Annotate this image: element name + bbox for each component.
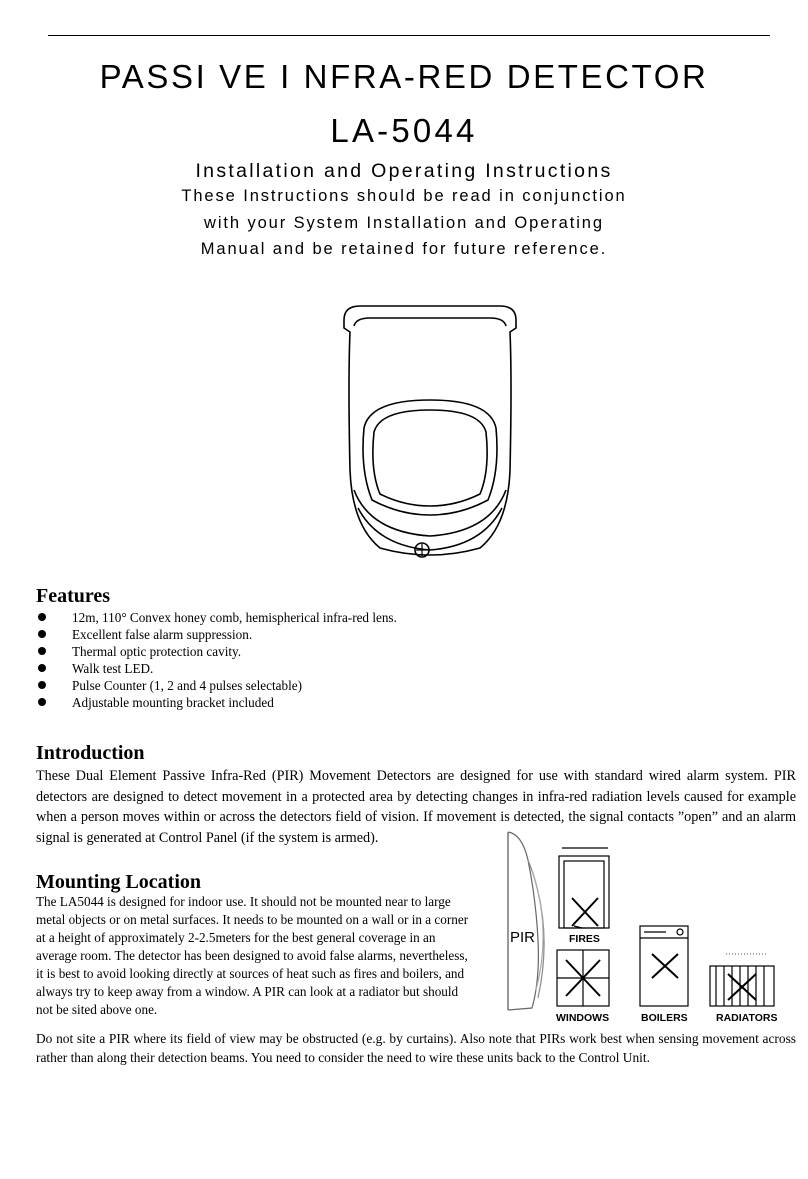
bullet-icon: [38, 681, 46, 689]
fires-label: FIRES: [569, 933, 600, 945]
list-item: Pulse Counter (1, 2 and 4 pulses selectable): [36, 677, 397, 694]
window-icon: [557, 950, 609, 1006]
windows-label: WINDOWS: [556, 1012, 610, 1024]
list-item: Excellent false alarm suppression.: [36, 626, 397, 643]
mounting-location-text: The LA5044 is designed for indoor use. It should not be mounted near to large metal objects or on metal surfaces. It needs to be mounted on a wall or in a corner at a height of approximately 2-2.5meters for the best general coverage in an average room. The detector has been designed to avoid false alarms, nevertheless, it is best to avoid looking directly at sources of heat such as fires and boilers, and always try to keep away from a window. A PIR can look at a radiator but should not be sited above one.: [36, 894, 469, 1017]
list-item: Adjustable mounting bracket included: [36, 694, 397, 711]
instruction-note-line-2: with your System Installation and Operating: [204, 214, 604, 232]
mounting-diagram: [502, 830, 792, 1025]
boiler-icon: [640, 926, 688, 1006]
fireplace-icon: [559, 848, 609, 928]
document-subtitle: Installation and Operating Instructions: [195, 160, 613, 182]
bullet-icon: [38, 698, 46, 706]
instruction-note-line-3: Manual and be retained for future reference.: [200, 240, 608, 258]
list-item: 12m, 110° Convex honey comb, hemispherical infra-red lens.: [36, 609, 397, 626]
list-item: Thermal optic protection cavity.: [36, 643, 397, 660]
detector-illustration: [330, 300, 530, 570]
features-heading: Features: [36, 585, 111, 607]
instruction-note-line-1: These Instructions should be read in conjunction: [181, 187, 627, 205]
list-item: Walk test LED.: [36, 660, 397, 677]
model-number: LA-5044: [330, 112, 478, 149]
radiators-label: RADIATORS: [716, 1012, 778, 1024]
mounting-location-heading: Mounting Location: [36, 871, 202, 893]
bullet-icon: [38, 630, 46, 638]
boilers-label: BOILERS: [641, 1012, 688, 1024]
bullet-icon: [38, 613, 46, 621]
features-list: [36, 609, 397, 711]
bullet-icon: [38, 664, 46, 672]
pir-label: PIR: [510, 929, 536, 946]
top-rule: [48, 35, 770, 36]
mounting-note-text: Do not site a PIR where its field of view may be obstructed (e.g. by curtains). Also note that PIRs work best when sensing movement across rather than along their detection beams. You need to consider the need to wire these units back to the Control Unit.: [36, 1031, 796, 1065]
radiator-icon: [710, 954, 774, 1006]
bullet-icon: [38, 647, 46, 655]
document-title: PASSI VE I NFRA-RED DETECTOR: [99, 58, 709, 95]
introduction-text: These Dual Element Passive Infra-Red (PIR) Movement Detectors are designed for use with standard wired alarm system. PIR detectors are designed to detect movement in a protected area by detecting changes in infra-red radiation levels caused for example when a person moves within or across the detectors field of vision. If movement is detected, the signal contacts ”open” and an alarm signal is generated at Control Panel (if the system is armed).: [36, 768, 796, 846]
introduction-heading: Introduction: [36, 742, 145, 764]
